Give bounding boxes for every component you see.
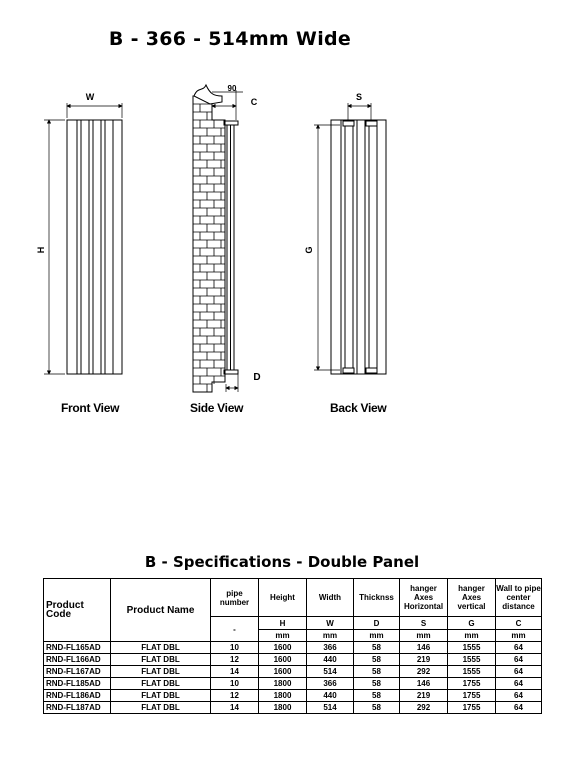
symbol-cell: S xyxy=(400,617,448,630)
front-view-caption: Front View xyxy=(61,401,120,415)
table-cell-d: 58 xyxy=(354,666,400,678)
front-width-label: W xyxy=(85,92,95,102)
table-row xyxy=(44,666,542,678)
table-cell-w: 514 xyxy=(307,666,354,678)
table-cell-pipes: 10 xyxy=(211,642,259,654)
table-cell-g: 1755 xyxy=(448,678,496,690)
unit-cell: mm xyxy=(259,630,307,642)
table-cell-g: 1755 xyxy=(448,690,496,702)
table-cell-s: 292 xyxy=(400,666,448,678)
table-cell-c: 64 xyxy=(496,702,542,714)
table-cell-d: 58 xyxy=(354,702,400,714)
side-view-drawing xyxy=(193,85,243,392)
table-cell-c: 64 xyxy=(496,642,542,654)
front-view-drawing xyxy=(44,103,122,374)
table-cell-code: RND-FL167AD xyxy=(44,666,111,678)
unit-cell: mm xyxy=(496,630,542,642)
symbol-cell: G xyxy=(448,617,496,630)
table-row xyxy=(44,678,542,690)
spec-table xyxy=(43,578,542,714)
front-height-label: H xyxy=(36,246,46,254)
table-cell-g: 1555 xyxy=(448,654,496,666)
table-cell-g: 1555 xyxy=(448,666,496,678)
spec-title: B - Specifications - Double Panel xyxy=(144,553,420,571)
table-cell-pipes: 14 xyxy=(211,666,259,678)
table-cell-name: FLAT DBL xyxy=(111,690,211,702)
table-cell-c: 64 xyxy=(496,690,542,702)
table-cell-w: 366 xyxy=(307,642,354,654)
symbol-cell: W xyxy=(307,617,354,630)
table-cell-name: FLAT DBL xyxy=(111,678,211,690)
table-row xyxy=(44,690,542,702)
header-product-name: Product Name xyxy=(111,579,211,642)
symbol-cell: C xyxy=(496,617,542,630)
table-cell-code: RND-FL165AD xyxy=(44,642,111,654)
back-view-caption: Back View xyxy=(330,401,387,415)
side-ninety-label: 90 xyxy=(227,84,237,93)
header-hanger-vertical: hanger Axes vertical xyxy=(448,579,496,617)
table-row xyxy=(44,654,542,666)
table-cell-s: 146 xyxy=(400,642,448,654)
table-cell-c: 64 xyxy=(496,654,542,666)
table-cell-code: RND-FL166AD xyxy=(44,654,111,666)
table-cell-code: RND-FL185AD xyxy=(44,678,111,690)
table-cell-name: FLAT DBL xyxy=(111,702,211,714)
table-cell-h: 1800 xyxy=(259,702,307,714)
table-cell-d: 58 xyxy=(354,678,400,690)
table-cell-d: 58 xyxy=(354,642,400,654)
unit-cell: mm xyxy=(448,630,496,642)
symbol-cell: - xyxy=(211,617,259,642)
table-cell-h: 1800 xyxy=(259,678,307,690)
side-c-label: C xyxy=(250,97,258,107)
back-s-label: S xyxy=(355,92,363,102)
page-title: B - 366 - 514mm Wide xyxy=(108,28,352,50)
table-cell-pipes: 12 xyxy=(211,654,259,666)
table-cell-h: 1600 xyxy=(259,666,307,678)
table-cell-s: 219 xyxy=(400,690,448,702)
table-cell-h: 1600 xyxy=(259,642,307,654)
back-view-drawing xyxy=(314,103,386,374)
side-d-label: D xyxy=(253,372,261,383)
table-cell-d: 58 xyxy=(354,690,400,702)
header-hanger-horizontal: hanger Axes Horizontal xyxy=(400,579,448,617)
header-pipe-number: pipe number xyxy=(211,579,259,617)
header-thickness: Thicknss xyxy=(354,579,400,617)
table-cell-w: 440 xyxy=(307,654,354,666)
header-product-code: Product Code xyxy=(44,579,111,642)
table-cell-h: 1600 xyxy=(259,654,307,666)
side-view-caption: Side View xyxy=(190,401,244,415)
unit-cell: mm xyxy=(354,630,400,642)
table-cell-code: RND-FL187AD xyxy=(44,702,111,714)
table-cell-s: 219 xyxy=(400,654,448,666)
table-cell-h: 1800 xyxy=(259,690,307,702)
header-width: Width xyxy=(307,579,354,617)
table-cell-d: 58 xyxy=(354,654,400,666)
table-cell-pipes: 14 xyxy=(211,702,259,714)
table-cell-pipes: 10 xyxy=(211,678,259,690)
table-cell-name: FLAT DBL xyxy=(111,642,211,654)
symbol-cell: H xyxy=(259,617,307,630)
table-cell-w: 514 xyxy=(307,702,354,714)
back-g-label: G xyxy=(304,246,314,254)
table-cell-c: 64 xyxy=(496,666,542,678)
table-row xyxy=(44,642,542,654)
table-cell-w: 366 xyxy=(307,678,354,690)
table-cell-c: 64 xyxy=(496,678,542,690)
technical-drawing xyxy=(0,60,564,400)
header-height: Height xyxy=(259,579,307,617)
table-cell-w: 440 xyxy=(307,690,354,702)
table-cell-name: FLAT DBL xyxy=(111,654,211,666)
unit-cell: mm xyxy=(307,630,354,642)
table-cell-name: FLAT DBL xyxy=(111,666,211,678)
header-wall-distance: Wall to pipe center distance xyxy=(496,579,542,617)
table-cell-s: 292 xyxy=(400,702,448,714)
table-cell-pipes: 12 xyxy=(211,690,259,702)
symbol-cell: D xyxy=(354,617,400,630)
table-row xyxy=(44,702,542,714)
table-cell-s: 146 xyxy=(400,678,448,690)
table-cell-code: RND-FL186AD xyxy=(44,690,111,702)
table-cell-g: 1555 xyxy=(448,642,496,654)
table-cell-g: 1755 xyxy=(448,702,496,714)
unit-cell: mm xyxy=(400,630,448,642)
